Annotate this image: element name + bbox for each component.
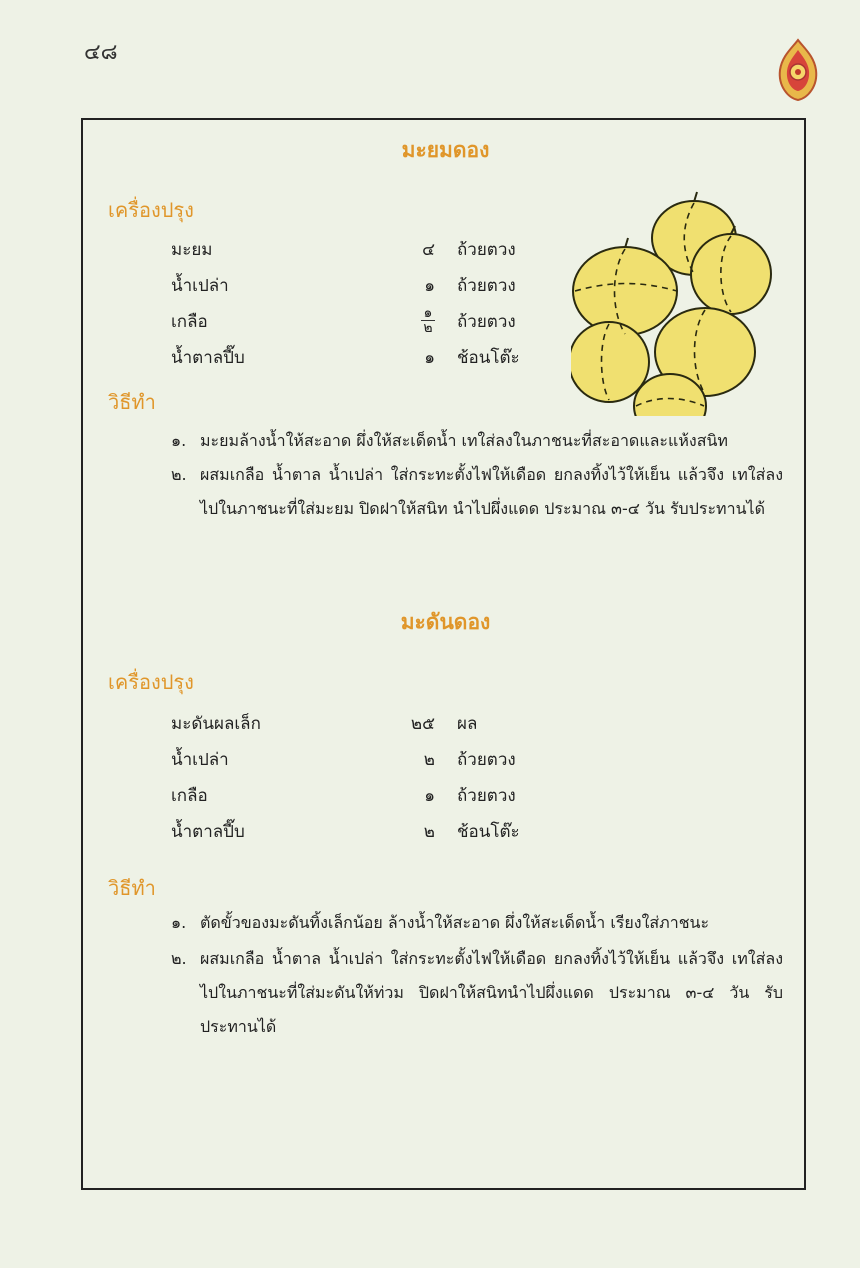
ingredient-qty: ๒ [423,750,435,770]
ingredient-name: น้ำเปล่า [171,750,229,770]
ingredient-unit: ถ้วยตวง [457,750,516,770]
step-text: ตัดขั้วของมะดันทิ้งเล็กน้อย ล้างน้ำให้สะอาด ผึ่งให้สะเด็ดน้ำ เรียงใส่ภาชนะ [200,913,710,932]
ingredient-unit: ช้อนโต๊ะ [457,822,520,842]
ingredient-row [171,236,571,264]
recipe-title-madan: มะดันดอง [400,610,491,634]
star-gooseberry-illustration [571,156,786,416]
ingredient-qty: ๔ [422,240,435,260]
ingredient-row [171,305,571,336]
ingredient-name: เกลือ [171,312,208,332]
method-step [171,942,783,1044]
ingredients-heading: เครื่องปรุง [108,198,194,222]
fraction-numerator: ๑ [423,305,433,321]
recipe-title-mayom: มะยมดอง [401,138,490,162]
step-number: ๑. [171,913,187,932]
method-heading: วิธีทำ [108,390,156,414]
ingredient-qty: ๑ [424,348,435,368]
method-step [171,906,783,940]
ingredient-row [171,818,571,846]
step-number: ๑. [171,431,187,450]
ingredient-qty: ๒๕ [410,714,435,734]
ingredient-name: น้ำตาลปี๊บ [171,822,245,842]
ingredient-row [171,272,571,300]
ingredient-qty: ๒ [423,822,435,842]
ingredient-name: มะดันผลเล็ก [171,714,261,734]
ingredient-unit: ถ้วยตวง [457,240,516,260]
ingredient-unit: ถ้วยตวง [457,786,516,806]
step-text: ผสมเกลือ น้ำตาล น้ำเปล่า ใส่กระทะตั้งไฟให้เดือด ยกลงทิ้งไว้ให้เย็น แล้วจึง เทใส่ลงไปในภาชนะที่ใส่มะดันให้ท่วม ปิดฝาให้สนิทนำไปผึ่งแดด ประมาณ ๓-๔ วัน รับประทานได้ [200,949,783,1036]
ingredient-name: น้ำตาลปี๊บ [171,348,245,368]
ingredient-row [171,710,571,738]
ingredient-name: มะยม [171,240,213,260]
ingredient-name: เกลือ [171,786,208,806]
fraction-denominator: ๒ [423,320,433,336]
ingredient-unit: ผล [457,714,478,734]
ingredient-unit: ถ้วยตวง [457,276,516,296]
method-step [171,458,783,560]
ingredient-unit: ช้อนโต๊ะ [457,348,520,368]
page-number: ๔๘ [84,40,118,65]
ingredient-row [171,782,571,810]
method-step [171,424,783,458]
step-number: ๒. [171,949,187,968]
step-number: ๒. [171,465,187,484]
royal-emblem-icon [774,38,822,102]
ingredient-qty: ๑ [424,276,435,296]
ingredient-row [171,344,571,372]
ingredient-row [171,746,571,774]
ingredient-name: น้ำเปล่า [171,276,229,296]
ingredient-qty-fraction [381,302,435,334]
step-text: ผสมเกลือ น้ำตาล น้ำเปล่า ใส่กระทะตั้งไฟให้เดือด ยกลงทิ้งไว้ให้เย็น แล้วจึง เทใส่ลงไปในภาชนะที่ใส่มะยม ปิดฝาให้สนิท นำไปผึ่งแดด ประมาณ ๓-๔ วัน รับประทานได้ [200,465,783,518]
ingredients-heading: เครื่องปรุง [108,670,194,694]
method-heading: วิธีทำ [108,876,156,900]
recipe-frame [81,118,806,1190]
ingredient-unit: ถ้วยตวง [457,312,516,332]
step-text: มะยมล้างน้ำให้สะอาด ผึ่งให้สะเด็ดน้ำ เทใส่ลงในภาชนะที่สะอาดและแห้งสนิท [200,431,728,450]
ingredient-qty: ๑ [424,786,435,806]
